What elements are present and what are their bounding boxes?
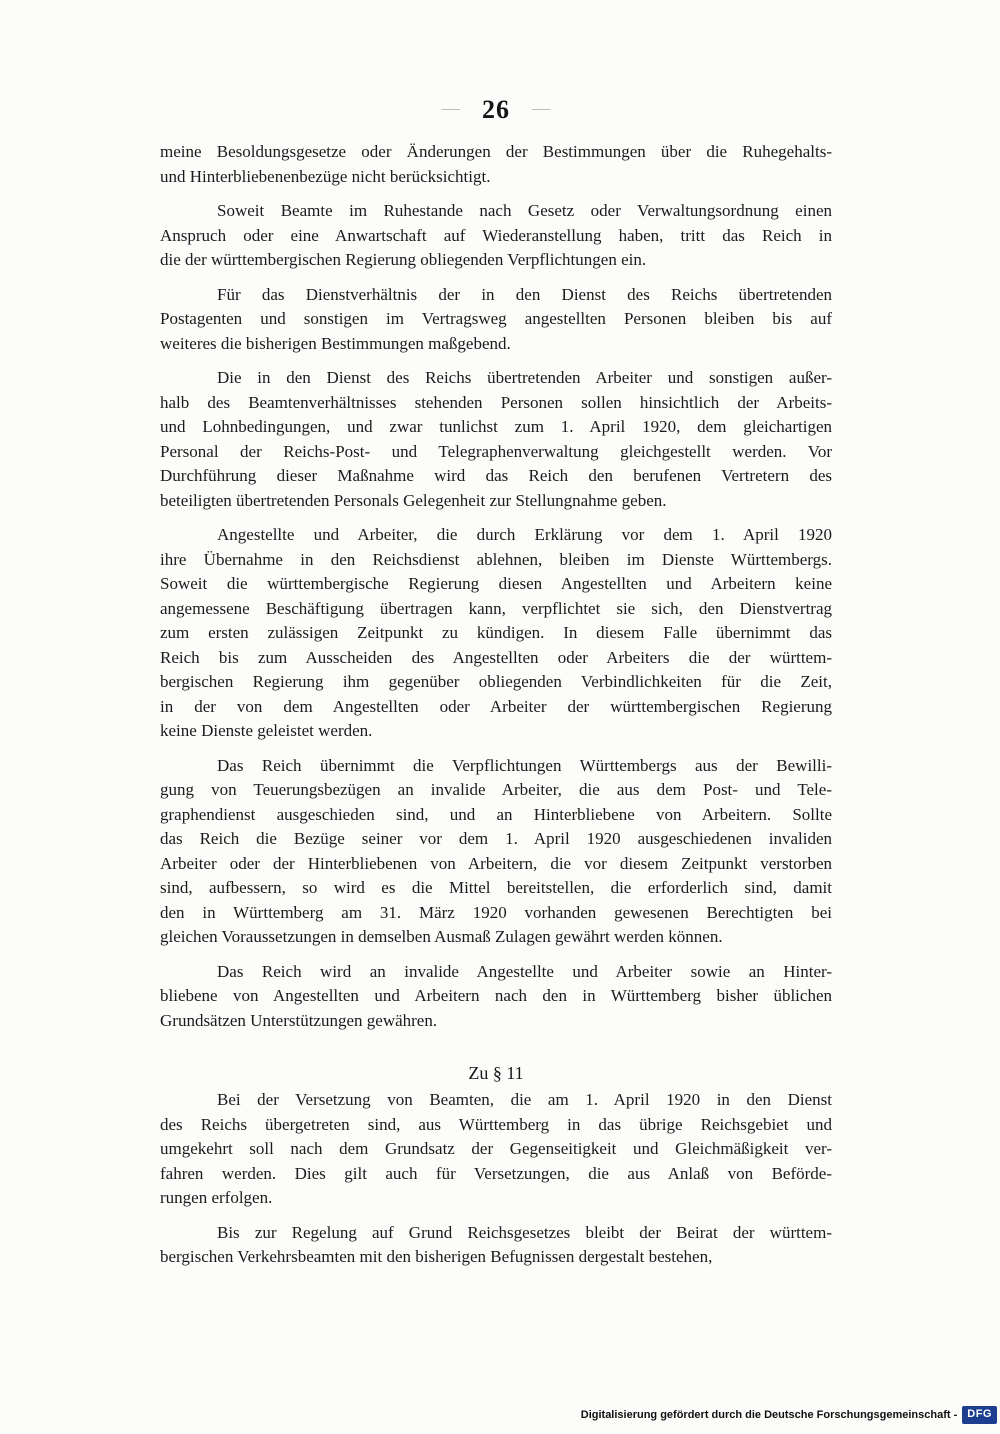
paragraph xyxy=(160,960,832,1034)
text-line: umgekehrt soll nach dem Grundsatz der Gegenseitigkeit und Gleichmäßigkeit ver- xyxy=(160,1139,832,1158)
text-line: weiteres die bisherigen Bestimmungen maßgebend. xyxy=(160,333,511,353)
text-line: meine Besoldungsgesetze oder Änderungen der Bestimmungen über die Ruhegehalts- xyxy=(160,142,832,161)
text-line: Anspruch oder eine Anwartschaft auf Wiederanstellung haben, tritt das Reich in xyxy=(160,225,832,245)
page-header xyxy=(160,95,832,125)
text-line: Das Reich wird an invalide Angestellte und Arbeiter sowie an Hinter- xyxy=(217,961,832,981)
header-dash-left: — xyxy=(442,98,460,118)
text-line: Grundsätzen Unterstützungen gewähren. xyxy=(160,1010,438,1030)
section-heading: Zu § 11 xyxy=(468,1063,524,1083)
credit-text: Digitalisierung gefördert durch die Deutsche Forschungsgemeinschaft - xyxy=(580,1408,958,1421)
text-line: Soweit Beamte im Ruhestande nach Gesetz oder Verwaltungsordnung einen xyxy=(217,201,832,220)
text-line: Soweit die württembergische Regierung diesen Angestellten und Arbeitern keine xyxy=(160,574,832,593)
text-line: Bei der Versetzung von Beamten, die am 1. April 1920 in den Dienst xyxy=(217,1090,832,1109)
text-line: und Hinterbliebenenbezüge nicht berücksichtigt. xyxy=(160,166,491,186)
text-line: bergischen Regierung ihm gegenüber obliegenden Verbindlichkeiten für die Zeit, xyxy=(160,672,832,691)
text-line: gleichen Voraussetzungen in demselben Ausmaß Zulagen gewährt werden können. xyxy=(160,927,723,946)
text-line: Für das Dienstverhältnis der in den Dienst des Reichs übertretenden xyxy=(217,284,832,304)
paragraph xyxy=(160,1221,832,1270)
page-number: 26 xyxy=(482,95,510,124)
text-line: Durchführung dieser Maßnahme wird das Reich den berufenen Vertretern des xyxy=(160,466,832,485)
paragraph xyxy=(160,1088,832,1211)
text-line: Personal der Reichs-Post- und Telegraphenverwaltung gleichgestellt werden. Vor xyxy=(160,441,832,461)
text-line: des Reichs übergetreten sind, aus Württemberg in das übrige Reichsgebiet und xyxy=(160,1114,832,1134)
text-line: sind, aufbessern, so wird es die Mittel bereitstellen, die erforderlich sind, damit xyxy=(160,878,832,897)
paragraph xyxy=(160,523,832,744)
paragraph xyxy=(160,140,832,189)
text-line: keine Dienste geleistet werden. xyxy=(160,721,373,740)
text-line: bergischen Verkehrsbeamten mit den bisherigen Befugnissen dergestalt bestehen, xyxy=(160,1247,713,1266)
paragraph xyxy=(160,366,832,513)
text-line: bliebene von Angestellten und Arbeitern nach den in Württemberg bisher üblichen xyxy=(160,986,832,1005)
text-line: beteiligten übertretenden Personals Gelegenheit zur Stellungnahme geben. xyxy=(160,490,667,510)
text-line: gung von Teuerungsbezügen an invalide Arbeiter, die aus dem Post- und Tele- xyxy=(160,780,832,799)
text-line: Das Reich übernimmt die Verpflichtungen Württembergs aus der Bewilli- xyxy=(217,755,832,775)
paragraph xyxy=(160,199,832,273)
paragraph xyxy=(160,283,832,357)
text-line: Reich bis zum Ausscheiden des Angestellten oder Arbeiters die der württem- xyxy=(160,647,832,667)
text-line: fahren werden. Dies gilt auch für Versetzungen, die aus Anlaß von Beförde- xyxy=(160,1163,832,1183)
text-line: graphendienst ausgeschieden sind, und an Hinterbliebene von Arbeitern. Sollte xyxy=(160,804,832,824)
text-body xyxy=(160,140,832,1280)
text-line: das Reich die Bezüge seiner vor dem 1. April 1920 ausgeschiedenen invaliden xyxy=(160,829,832,848)
text-line: Die in den Dienst des Reichs übertretenden Arbeiter und sonstigen außer- xyxy=(217,368,832,387)
text-line: ihre Übernahme in den Reichsdienst ablehnen, bleiben im Dienste Württembergs. xyxy=(160,549,832,569)
text-line: Angestellte und Arbeiter, die durch Erklärung vor dem 1. April 1920 xyxy=(217,525,832,544)
text-line: Arbeiter oder der Hinterbliebenen von Arbeitern, die vor diesem Zeitpunkt verstorben xyxy=(160,853,832,873)
paragraph xyxy=(160,754,832,950)
digitization-credit xyxy=(581,1404,997,1425)
text-line: angemessene Beschäftigung übertragen kann, verpflichtet sie sich, den Dienstvertrag xyxy=(160,598,832,618)
text-line: zum ersten zulässigen Zeitpunkt zu kündigen. In diesem Falle übernimmt das xyxy=(160,623,832,642)
text-line: in der von dem Angestellten oder Arbeiter der württembergischen Regierung xyxy=(160,696,832,716)
header-dash-right: — xyxy=(532,98,550,118)
text-line: und Lohnbedingungen, und zwar tunlichst zum 1. April 1920, dem gleichartigen xyxy=(160,417,832,436)
text-line: halb des Beamtenverhältnisses stehenden Personen sollen hinsichtlich der Arbeits- xyxy=(160,392,832,412)
dfg-logo: DFG xyxy=(962,1406,997,1424)
text-line: die der württembergischen Regierung obliegenden Verpflichtungen ein. xyxy=(160,250,647,269)
text-line: den in Württemberg am 31. März 1920 vorhanden gewesenen Berechtigten bei xyxy=(160,902,832,922)
text-line: Bis zur Regelung auf Grund Reichsgesetzes bleibt der Beirat der württem- xyxy=(217,1222,832,1242)
text-line: Postagenten und sonstigen im Vertragsweg angestellten Personen bleiben bis auf xyxy=(160,309,832,328)
text-line: rungen erfolgen. xyxy=(160,1188,273,1207)
